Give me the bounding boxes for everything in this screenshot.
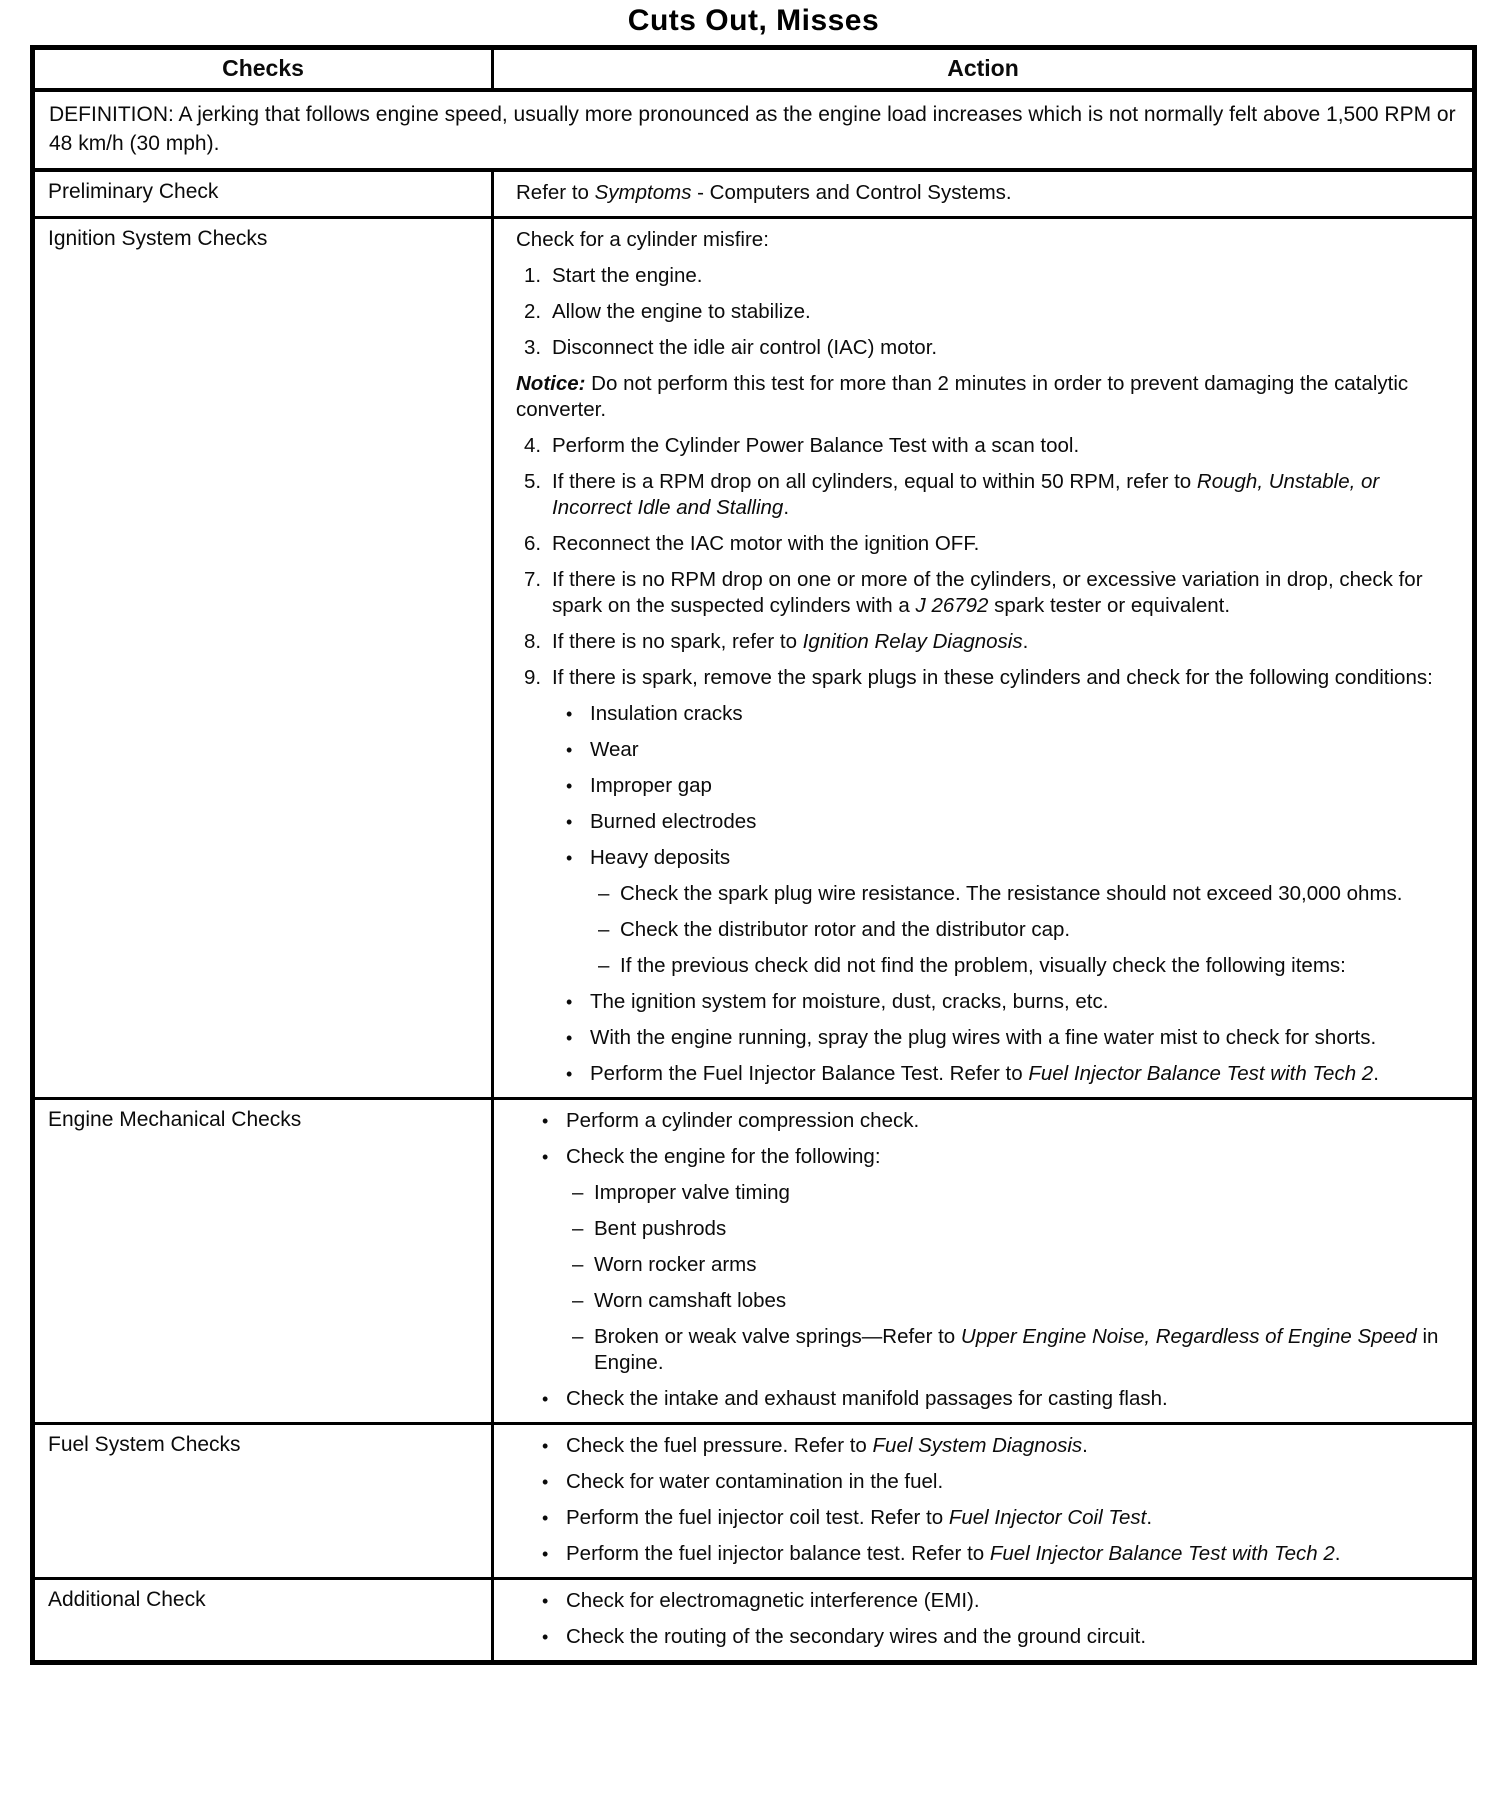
action-block-bullet2 — [494, 773, 1462, 799]
list-marker: • — [542, 1472, 549, 1492]
action-text: Bent pushrods — [594, 1217, 727, 1240]
check-label: Preliminary Check — [33, 170, 493, 218]
action-text: The ignition system for moisture, dust, cracks, burns, etc. — [590, 990, 1109, 1013]
list-marker: • — [566, 1028, 573, 1048]
action-text: Disconnect the idle air control (IAC) motor. — [552, 336, 938, 359]
table-row — [33, 1424, 1475, 1579]
action-cell — [493, 218, 1475, 1099]
list-marker: 8. — [524, 630, 542, 653]
list-marker: 5. — [524, 470, 542, 493]
action-block-bullet2 — [494, 1025, 1462, 1051]
page-title: Cuts Out, Misses — [627, 4, 880, 37]
action-block-bullet2 — [494, 809, 1462, 835]
check-label: Engine Mechanical Checks — [33, 1099, 493, 1424]
action-block-dash — [494, 881, 1462, 907]
action-text: Worn camshaft lobes — [594, 1289, 787, 1312]
action-block-num — [494, 433, 1462, 459]
action-block-num — [494, 629, 1462, 655]
action-block-bullet — [494, 1386, 1462, 1412]
action-block-p — [494, 180, 1462, 206]
action-block-dash — [494, 917, 1462, 943]
list-marker: – — [572, 1181, 584, 1204]
action-text: Heavy deposits — [590, 846, 731, 869]
list-marker: • — [542, 1389, 549, 1409]
list-marker: 7. — [524, 568, 542, 591]
action-block-dash2 — [494, 1216, 1462, 1242]
list-marker: • — [566, 992, 573, 1012]
list-marker: • — [566, 848, 573, 868]
check-label: Ignition System Checks — [33, 218, 493, 1099]
action-text: Check for electromagnetic interference (EMI). — [566, 1589, 980, 1612]
action-text: Perform the fuel injector balance test. Refer to Fuel Injector Balance Test with Tech 2. — [566, 1542, 1341, 1565]
action-text: Start the engine. — [552, 264, 703, 287]
action-cell — [493, 170, 1475, 218]
action-cell — [493, 1579, 1475, 1663]
action-text: Perform the Fuel Injector Balance Test. Refer to Fuel Injector Balance Test with Tech 2. — [590, 1062, 1379, 1085]
action-text: Check the engine for the following: — [566, 1145, 881, 1168]
diagnostic-table — [30, 45, 1477, 1665]
list-marker: – — [598, 954, 610, 977]
action-text: Check the routing of the secondary wires and the ground circuit. — [566, 1625, 1147, 1648]
action-block-bullet2 — [494, 989, 1462, 1015]
action-text: Insulation cracks — [590, 702, 743, 725]
action-text: If there is spark, remove the spark plugs in these cylinders and check for the following conditions: — [552, 666, 1433, 689]
action-block-num — [494, 665, 1462, 691]
action-block-dash2 — [494, 1180, 1462, 1206]
action-text: Check the distributor rotor and the distributor cap. — [620, 918, 1071, 941]
action-text: Wear — [590, 738, 639, 761]
action-text: If there is a RPM drop on all cylinders, equal to within 50 RPM, refer to Rough, Unstable, or Incorrect Idle and Stalling. — [552, 470, 1380, 519]
column-header-checks: Checks — [33, 48, 493, 91]
list-marker: • — [542, 1627, 549, 1647]
action-text: Broken or weak valve springs—Refer to Upper Engine Noise, Regardless of Engine Speed in Engine. — [594, 1325, 1439, 1374]
action-block-dash2 — [494, 1288, 1462, 1314]
action-block-bullet — [494, 1624, 1462, 1650]
list-marker: • — [542, 1544, 549, 1564]
action-text: Check for a cylinder misfire: — [516, 228, 769, 251]
list-marker: • — [566, 812, 573, 832]
action-text: Perform the Cylinder Power Balance Test with a scan tool. — [552, 434, 1080, 457]
list-marker: • — [542, 1436, 549, 1456]
column-header-action: Action — [493, 48, 1475, 91]
action-text: Improper valve timing — [594, 1181, 790, 1204]
list-marker: • — [542, 1591, 549, 1611]
list-marker: – — [572, 1325, 584, 1348]
action-block-num — [494, 299, 1462, 325]
action-block-bullet2 — [494, 1061, 1462, 1087]
table-header — [33, 48, 1475, 91]
action-block-num — [494, 469, 1462, 521]
action-block-num — [494, 335, 1462, 361]
definition-row — [33, 90, 1475, 170]
action-text: Improper gap — [590, 774, 712, 797]
action-block-bullet2 — [494, 701, 1462, 727]
definition-text: DEFINITION: A jerking that follows engine speed, usually more pronounced as the engine load increases which is not normally felt above 1,500 RPM or 48 km/h (30 mph). — [33, 90, 1475, 170]
action-block-bullet — [494, 1108, 1462, 1134]
action-block-bullet — [494, 1505, 1462, 1531]
action-block-bullet — [494, 1588, 1462, 1614]
action-text: Refer to Symptoms - Computers and Control Systems. — [516, 181, 1012, 204]
action-text: Allow the engine to stabilize. — [552, 300, 811, 323]
table-row — [33, 170, 1475, 218]
list-marker: 1. — [524, 264, 542, 287]
action-text: Check the intake and exhaust manifold passages for casting flash. — [566, 1387, 1168, 1410]
action-block-bullet — [494, 1469, 1462, 1495]
action-block-bullet — [494, 1144, 1462, 1170]
action-text: Check the fuel pressure. Refer to Fuel System Diagnosis. — [566, 1434, 1088, 1457]
list-marker: 2. — [524, 300, 542, 323]
action-block-notice — [494, 371, 1462, 423]
list-marker: • — [542, 1111, 549, 1131]
list-marker: 4. — [524, 434, 542, 457]
action-block-p — [494, 227, 1462, 253]
action-text: Reconnect the IAC motor with the ignition OFF. — [552, 532, 980, 555]
action-text: With the engine running, spray the plug wires with a fine water mist to check for shorts. — [590, 1026, 1377, 1049]
action-block-num — [494, 531, 1462, 557]
list-marker: – — [598, 882, 610, 905]
action-block-dash2 — [494, 1324, 1462, 1376]
list-marker: • — [566, 704, 573, 724]
action-block-num — [494, 263, 1462, 289]
action-block-num — [494, 567, 1462, 619]
action-text: Worn rocker arms — [594, 1253, 757, 1276]
check-label: Fuel System Checks — [33, 1424, 493, 1579]
list-marker: – — [598, 918, 610, 941]
action-text: Check for water contamination in the fuel. — [566, 1470, 944, 1493]
action-cell — [493, 1424, 1475, 1579]
action-text: Perform a cylinder compression check. — [566, 1109, 920, 1132]
list-marker: • — [566, 776, 573, 796]
action-block-dash2 — [494, 1252, 1462, 1278]
list-marker: • — [566, 1064, 573, 1084]
action-text: Check the spark plug wire resistance. The resistance should not exceed 30,000 ohms. — [620, 882, 1403, 905]
action-block-bullet — [494, 1541, 1462, 1567]
action-text: If the previous check did not find the problem, visually check the following items: — [620, 954, 1346, 977]
action-block-bullet2 — [494, 845, 1462, 871]
list-marker: • — [542, 1147, 549, 1167]
list-marker: – — [572, 1253, 584, 1276]
list-marker: – — [572, 1217, 584, 1240]
action-text: Burned electrodes — [590, 810, 757, 833]
table-row — [33, 1579, 1475, 1663]
action-text: Perform the fuel injector coil test. Refer to Fuel Injector Coil Test. — [566, 1506, 1153, 1529]
table-body — [33, 90, 1475, 1663]
action-block-bullet2 — [494, 737, 1462, 763]
action-text: Notice: Do not perform this test for more than 2 minutes in order to prevent damaging the catalytic converter. — [516, 372, 1409, 421]
list-marker: • — [542, 1508, 549, 1528]
check-label: Additional Check — [33, 1579, 493, 1663]
header-row — [33, 48, 1475, 91]
list-marker: 9. — [524, 666, 542, 689]
list-marker: – — [572, 1289, 584, 1312]
list-marker: • — [566, 740, 573, 760]
table-row — [33, 218, 1475, 1099]
list-marker: 3. — [524, 336, 542, 359]
list-marker: 6. — [524, 532, 542, 555]
action-text: If there is no spark, refer to Ignition Relay Diagnosis. — [552, 630, 1029, 653]
action-text: If there is no RPM drop on one or more of the cylinders, or excessive variation in drop, check for spark on the suspected cylinders with a J 26792 spark tester or equivalent. — [552, 568, 1423, 617]
table-row — [33, 1099, 1475, 1424]
action-cell — [493, 1099, 1475, 1424]
action-block-dash — [494, 953, 1462, 979]
action-block-bullet — [494, 1433, 1462, 1459]
